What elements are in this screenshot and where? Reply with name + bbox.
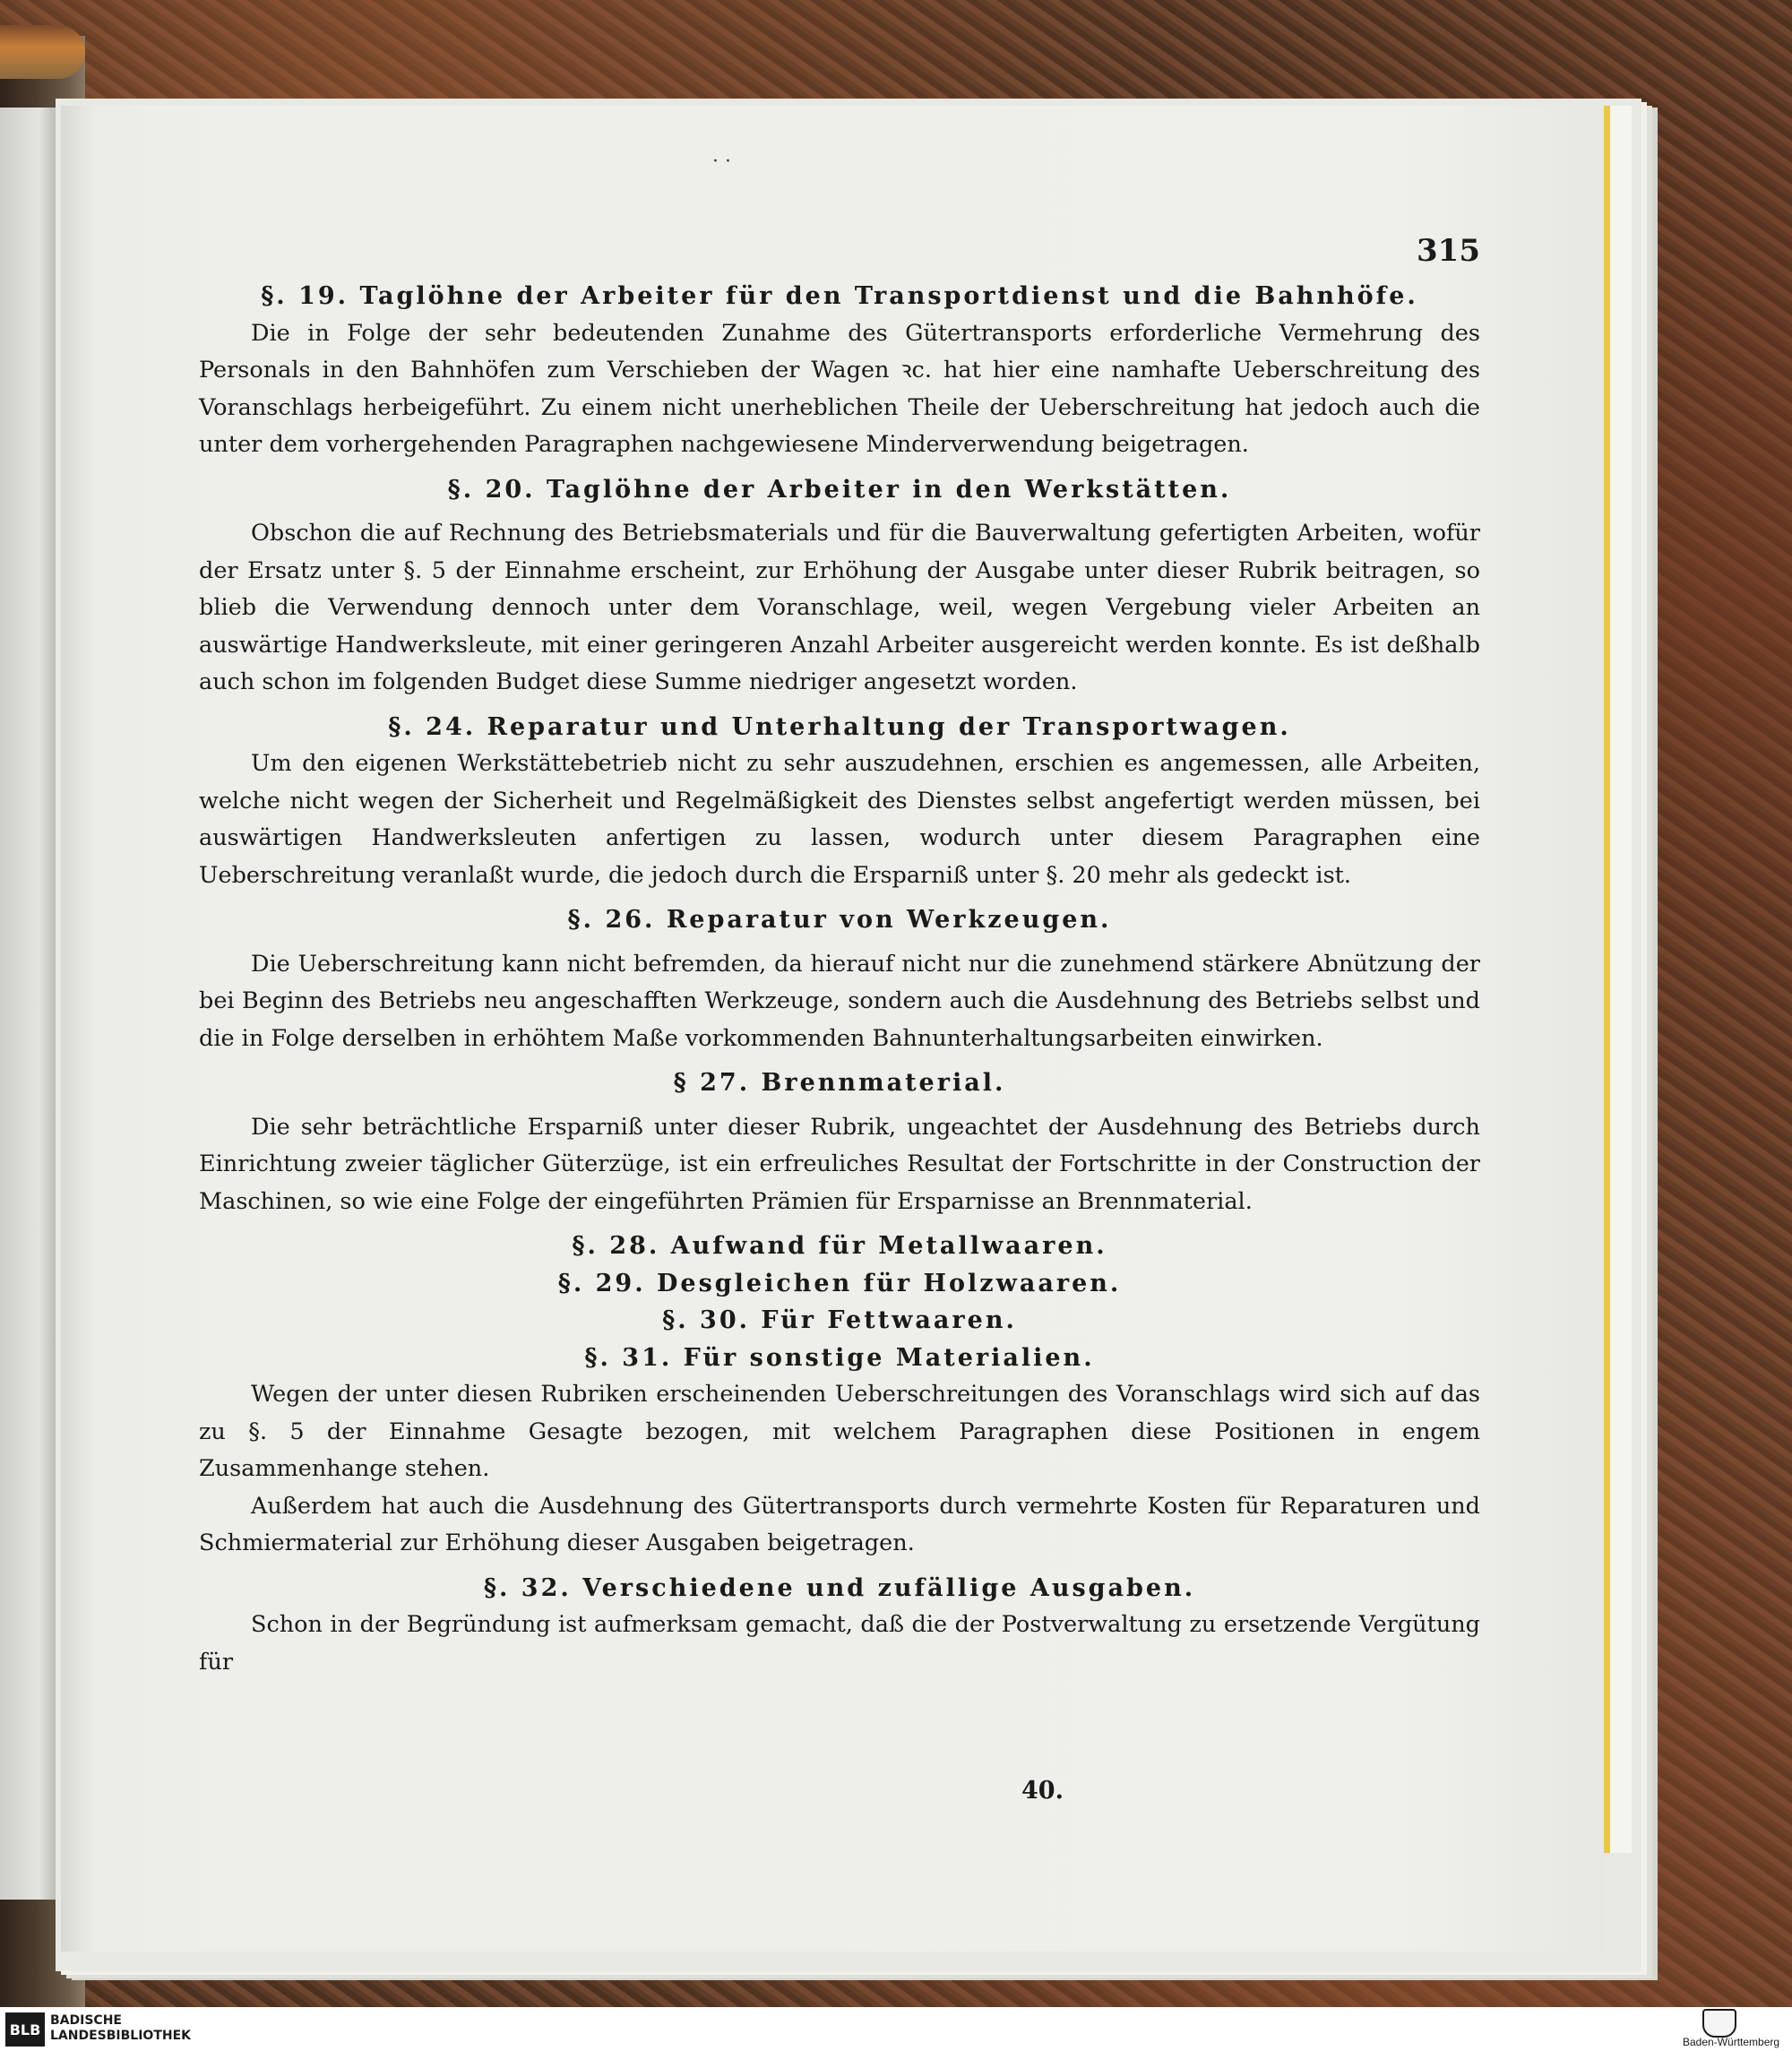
library-logo[interactable]: BLB xyxy=(5,2012,45,2047)
section-heading-20: §. 20. Taglöhne der Arbeiter in den Werkstätten. xyxy=(447,475,1232,504)
library-name[interactable] xyxy=(50,2013,191,2044)
library-name-line1: BADISCHE xyxy=(50,2013,122,2028)
page-number: 315 xyxy=(1417,233,1480,269)
printer-marks: · · xyxy=(712,151,731,173)
paragraph-27: Die sehr beträchtliche Ersparniß unter dieser Rubrik, ungeachtet der Ausdehnung des Betriebs durch Einrichtung zweier täglicher Güterzüge, ist ein erfreuliches Resultat der Fortschritte in der Construction der Maschinen, so wie eine Folge der eingeführten Prämien für Ersparnisse an Brennmaterial. xyxy=(199,1113,1480,1215)
section-heading-27: § 27. Brennmaterial. xyxy=(673,1069,1006,1097)
paragraph-26: Die Ueberschreitung kann nicht befremden, da hierauf nicht nur die zunehmend stärkere Abnützung der bei Beginn des Betriebs neu angeschafften Werkzeuge, sondern auch die Ausdehnung des Betriebs selbst und die in Folge derselben in erhöhtem Maße vorkommenden Bahnunterhaltungsarbeiten einwirken. xyxy=(199,950,1480,1052)
gilt-edge xyxy=(1604,106,1610,1853)
section-heading-30: §. 30. Für Fettwaaren. xyxy=(662,1306,1017,1334)
section-heading-32: §. 32. Verschiedene und zufällige Ausgaben. xyxy=(483,1573,1196,1602)
section-heading-24: §. 24. Reparatur und Unterhaltung der Transportwagen. xyxy=(388,712,1291,741)
footer-bar xyxy=(0,2007,1792,2051)
coat-of-arms-icon[interactable] xyxy=(1702,2009,1736,2038)
section-heading-26: §. 26. Reparatur von Werkzeugen. xyxy=(567,906,1112,934)
signature-mark: 40. xyxy=(1021,1777,1064,1805)
section-heading-29: §. 29. Desgleichen für Holzwaaren. xyxy=(557,1269,1122,1297)
section-heading-31: §. 31. Für sonstige Materialien. xyxy=(584,1343,1095,1372)
paragraph-32: Schon in der Begründung ist aufmerksam gemacht, daß die der Postverwaltung zu ersetzende Vergütung für xyxy=(199,1611,1480,1676)
paragraph-24: Um den eigenen Werkstättebetrieb nicht zu sehr auszudehnen, erschien es angemessen, alle Arbeiten, welche nicht wegen der Sicherheit und Regelmäßigkeit des Dienstes selbst angefertigt werden müssen, bei auswärtigen Handwerksleuten anfertigen zu lassen, wodurch unter diesem Paragraphen eine Ueberschreitung veranlaßt wurde, die jedoch durch die Ersparniß unter §. 20 mehr als gedeckt ist. xyxy=(199,750,1480,889)
paragraph-28-31-a: Wegen der unter diesen Rubriken erscheinenden Ueberschreitungen des Voranschlags wird sich auf das zu §. 5 der Einnahme Gesagte bezogen, mit welchem Paragraphen diese Positionen in engem Zusammenhange stehen. xyxy=(199,1381,1480,1482)
paragraph-28-31-b: Außerdem hat auch die Ausdehnung des Gütertransports durch vermehrte Kosten für Reparaturen und Schmiermaterial zur Erhöhung dieser Ausgaben beigetragen. xyxy=(199,1492,1480,1556)
section-heading-28: §. 28. Aufwand für Metallwaaren. xyxy=(572,1232,1107,1260)
loose-leaf-edge xyxy=(1610,106,1632,1853)
section-heading-19: §. 19. Taglöhne der Arbeiter für den Transportdienst und die Bahnhöfe. xyxy=(261,282,1418,310)
paragraph-20: Obschon die auf Rechnung des Betriebsmaterials und für die Bauverwaltung gefertigten Arbeiten, wofür der Ersatz unter §. 5 der Einnahme erscheint, zur Erhöhung der Ausgabe unter dieser Rubrik beitragen, so blieb die Verwendung dennoch unter dem Voranschlage, weil, wegen Vergebung vieler Arbeiten an auswärtige Handwerksleute, mit einer geringeren Anzahl Arbeiter ausgereicht werden konnte. Es ist deßhalb auch schon im folgenden Budget diese Summe niedriger angesetzt worden. xyxy=(199,520,1480,695)
library-name-line2: LANDESBIBLIOTHEK xyxy=(50,2029,192,2043)
state-label: Baden-Württemberg xyxy=(1683,2036,1780,2048)
paragraph-19: Die in Folge der sehr bedeutenden Zunahme des Gütertransports erforderliche Vermehrung des Personals in den Bahnhöfen zum Verschieben der Wagen ꝛc. hat hier eine namhafte Ueberschreitung des Voranschlags herbeigeführt. Zu einem nicht unerheblichen Theile der Ueberschreitung hat jedoch auch die unter dem vorhergehenden Paragraphen nachgewiesene Minderverwendung beigetragen. xyxy=(199,319,1480,458)
left-page-edge xyxy=(0,108,56,1900)
cover-corner xyxy=(0,25,85,79)
page-body xyxy=(199,278,1480,1681)
